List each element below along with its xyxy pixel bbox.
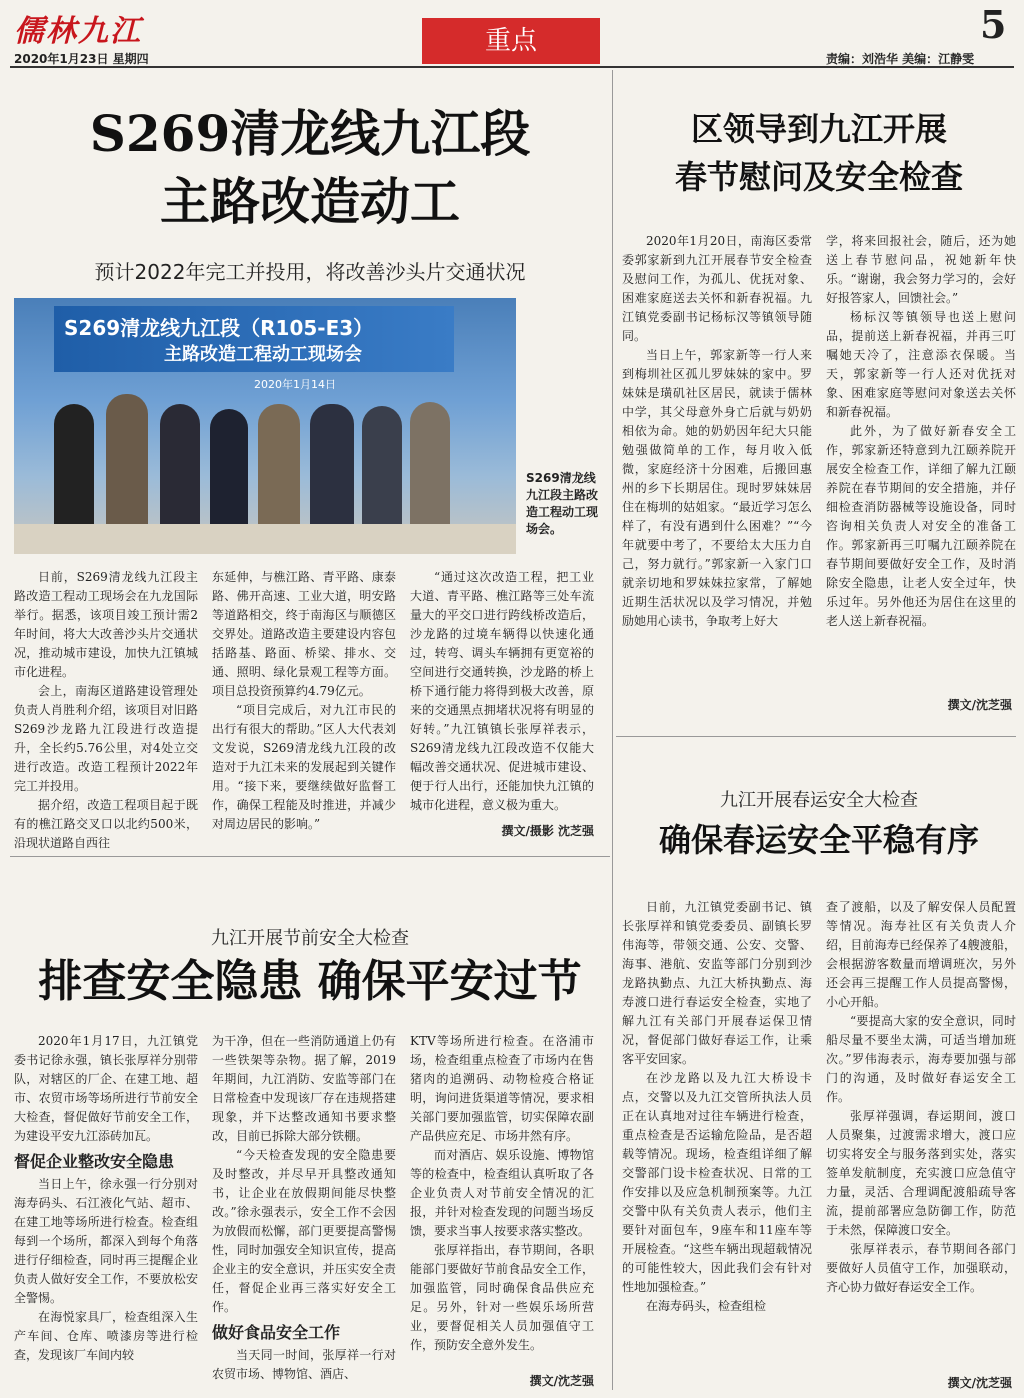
paragraph: 为干净，但在一些消防通道上仍有一些铁架等杂物。据了解，2019年期间，九江消防、安监等部门在日常检查中发现该厂存在违规搭建现象，并下达整改通知书要求整改，目前已拆除大部分铁棚。 [212, 1034, 396, 1143]
paragraph: 查了渡船，以及了解安保人员配置等情况。海寿社区有关负责人介绍，目前海寿已经保养了4艘渡船，会根据游客数量而增调班次，另外还会再三提醒工作人员提高警惕，小心开船。 [826, 900, 1016, 1009]
article3-column-2 [212, 1032, 396, 1394]
paragraph: 此外，为了做好新春安全工作，郭家新还特意到九江颐养院开展安全检查工作，详细了解九江颐养院在春节期间的安全措施，并仔细检查消防器械等设施设备，同时咨询相关负责人对安全的准备工作。郭家新再三叮嘱九江颐养院在春节期间要做好安全工作，及时消除安全隐患，让老人安全过年，快乐过年。另外他还为居住在这里的老人送上新春祝福。 [826, 424, 1016, 628]
photo-caption: S269清龙线九江段主路改造工程动工现场会。 [526, 471, 599, 536]
paragraph: 在沙龙路以及九江大桥设卡点，交警以及九江交管所执法人员正在认真地对过往车辆进行检查，重点检查是否运输危险品，是否超载等情况。现场，检查组详细了解交警部门设卡检查状况、日常的工作安排以及应急机制预案等。九江交警中队有关负责人表示，他们主要针对面包车，9座车和11座车等开展检查。“这些车辆出现超载情况的可能性较大，因此我们会有针对性地加强检查。” [622, 1071, 812, 1294]
article2-column-1 [622, 232, 812, 712]
article1-column-1 [14, 568, 198, 850]
page-number: 5 [980, 2, 1007, 47]
section-divider [616, 736, 1016, 737]
article3-column-1 [14, 1032, 198, 1394]
paragraph: 张厚祥强调，春运期间，渡口人员聚集，过渡需求增大，渡口应切实将安全与服务落到实处，落实签单发航制度，充实渡口应急值守力量，灵活、合理调配渡船疏导客流，提前部署应急防御工作，防范于未然，保障渡口安全。 [826, 1109, 1016, 1237]
article3-kicker: 九江开展节前安全大检查 [211, 928, 409, 949]
photo-caption-box [516, 298, 602, 554]
paragraph: 日前，S269清龙线九江段主路改造工程动工现场会在九龙国际举行。据悉，该项目竣工预计需2年时间，将大大改善沙头片交通状况，推动城市建设，加快九江镇城市化进程。 [14, 570, 198, 679]
paragraph: KTV等场所进行检查。在洛浦市场，检查组重点检查了市场内在售猪肉的追溯码、动物检疫合格证明，询问进货渠道等情况，要求相关部门要加强监管，切实保障农副产品供应充足、市场井然有序。 [410, 1034, 594, 1143]
subheading-food-safety: 做好食品安全工作 [212, 1323, 341, 1342]
editors-credit: 责编：刘浩华 美编：江静雯 [826, 52, 975, 66]
paragraph: 张厚祥指出，春节期间，各职能部门要做好节前食品安全工作，加强监管，同时确保食品供应充足。另外，针对一些娱乐场所营业，要督促相关人员加强值守工作，预防安全意外发生。 [410, 1243, 594, 1352]
paragraph: 日前，九江镇党委副书记、镇长张厚祥和镇党委委员、副镇长罗伟海等，带领交通、公安、交警、海事、港航、安监等部门分别到沙龙路执勤点、九江大桥执勤点、海寿渡口进行春运安全检查，实地了解九江有关部门开展春运保卫情况，督促部门做好春运工作，让乘客平安回家。 [622, 900, 812, 1066]
issue-date: 2020年1月23日 星期四 [14, 52, 149, 66]
photo-banner-line1: S269清龙线九江段（R105-E3） [64, 316, 374, 340]
article3-byline: 撰文/沈芝强 [529, 1374, 594, 1388]
ceremony-photo [14, 298, 516, 554]
photo-banner-line2: 主路改造工程动工现场会 [164, 344, 362, 365]
article2-title-line2: 春节慰问及安全检查 [674, 158, 963, 196]
photo-ground [14, 524, 516, 554]
section-tag: 重点 [422, 18, 600, 64]
paragraph: 而对酒店、娱乐设施、博物馆等的检查中，检查组认真听取了各企业负责人对节前安全情况的汇报，并针对检查发现的问题当场反馈，要求当事人按要求落实整改。 [410, 1148, 594, 1238]
paragraph: 张厚祥表示，春节期间各部门要做好人员值守工作，加强联动，齐心协力做好春运安全工作。 [826, 1242, 1016, 1294]
paragraph: 在海寿码头，检查组检 [646, 1299, 767, 1313]
paragraph: 会上，南海区道路建设管理处负责人肖胜利介绍，该项目对旧路S269沙龙路九江段进行改造提升，全长约5.76公里，对4处立交进行改造。改造工程预计2022年完工并投用。 [14, 684, 198, 793]
article3-title: 排查安全隐患 确保平安过节 [38, 956, 582, 1007]
photo-banner-date: 2020年1月14日 [254, 378, 336, 391]
article4-column-1 [622, 898, 812, 1394]
paragraph: “通过这次改造工程，把工业大道、青平路、樵江路等三处车流量大的平交口进行跨线桥改造后，沙龙路的过境车辆得以快速化通过，转弯、调头车辆拥有更宽裕的空间进行交通转换，沙龙路的桥上桥下通行能力将得到极大改善，原来的交通黑点拥堵状况将有明显的好转。”九江镇镇长张厚祥表示，S269清龙线九江段改造不仅能大幅改善交通状况、促进城市建设、便于行人出行，还能加快九江镇的城市化进程，意义极为重大。 [410, 570, 594, 812]
article1-column-3 [410, 568, 594, 818]
paragraph: 当日上午，郭家新等一行人来到梅圳社区孤儿罗妹妹的家中。罗妹妹是璜矶社区居民，就读于儒林中学，其父母意外身亡后就与奶奶相依为命。她的奶奶因年纪大只能勉强做简单的工作，每月收入低微，家庭经济十分困难，后搬回惠州的乡下长期居住。现时罗妹妹居住在梅圳的姑姐家。“最近学习怎么样了，有没有遇到什么困难？”“今年就要中考了，不要给太大压力自己，努力就行。”郭家新一入家门口就亲切地和罗妹妹拉家常，了解她近期生活状况以及学习情况，并勉励她用心读书，争取考上好大 [622, 348, 812, 628]
paragraph: 当日上午，徐永强一行分别对海寿码头、石江液化气站、超市、在建工地等场所进行检查。检查组每到一个场所，都深入到每个角落进行仔细检查，同时再三提醒企业负责人做好安全工作，不要放松安全警惕。 [14, 1177, 198, 1305]
article1-byline: 撰文/摄影 沈芝强 [501, 824, 594, 838]
paragraph: “今天检查发现的安全隐患要及时整改，并尽早开具整改通知书，让企业在放假期间能尽快整改。”徐永强表示，安全工作不会因为放假而松懈，部门更要提高警惕性，同时加强安全知识宣传，提高企业主的安全意识，并压实安全责任，督促企业再三落实好安全工作。 [212, 1148, 396, 1314]
paragraph: “项目完成后，对九江市民的出行有很大的帮助。”区人大代表刘文发说，S269清龙线九江段的改造对于九江未来的发展起到关键作用。“接下来，要继续做好监督工作，确保工程能及时推进，并减少对周边居民的影响。” [212, 703, 396, 831]
article4-byline: 撰文/沈芝强 [947, 1376, 1012, 1390]
paragraph: 东延伸，与樵江路、青平路、康泰路、佛开高速、工业大道，明安路等道路相交，终于南海区与顺德区交界处。道路改造主要建设内容包括路基、路面、桥梁、排水、交通、照明、绿化景观工程等方面。项目总投资预算约4.79亿元。 [212, 570, 396, 698]
paragraph: 在海悦家具厂，检查组深入生产车间、仓库、喷漆房等进行检查，发现该厂车间内较 [14, 1310, 198, 1362]
article4-title: 确保春运安全平稳有序 [658, 821, 979, 859]
article2-byline: 撰文/沈芝强 [947, 698, 1012, 712]
paragraph: 学，将来回报社会，随后，还为她送上春节慰问品，祝她新年快乐。“谢谢，我会努力学习的，会好好报答家人，回馈社会。” [826, 234, 1016, 305]
article1-title-line1: S269清龙线九江段 [89, 104, 531, 163]
subheading-enterprise-rectification: 督促企业整改安全隐患 [14, 1152, 175, 1171]
paragraph: “要提高大家的安全意识，同时船尽量不要坐太满，可适当增加班次。”罗伟海表示，海寿要加强与部门的沟通，及时做好春运安全工作。 [826, 1014, 1016, 1104]
paragraph: 当天同一时间，张厚祥一行对农贸市场、博物馆、酒店、 [212, 1348, 396, 1381]
paragraph: 2020年1月17日，九江镇党委书记徐永强，镇长张厚祥分别带队，对辖区的厂企、在建工地、超市、农贸市场等场所进行节前安全大检查，督促做好节前安全工作，为建设平安九江添砖加瓦。 [14, 1034, 198, 1143]
article3-column-3 [410, 1032, 594, 1368]
paragraph: 杨标汉等镇领导也送上慰问品，提前送上新春祝福，并再三叮嘱她天冷了，注意添衣保暖。当天，郭家新等一行人还对优抚对象、困难家庭等慰问对象送去关怀和新春祝福。 [826, 310, 1016, 419]
article1-column-2 [212, 568, 396, 831]
article1-subtitle: 预计2022年完工并投用，将改善沙头片交通状况 [94, 260, 526, 284]
paragraph: 据介绍，改造工程项目起于既有的樵江路交叉口以北约500米，沿现状道路自西往 [14, 798, 198, 850]
header-rule [10, 66, 1014, 68]
section-divider [10, 856, 610, 857]
article2-column-2 [826, 232, 1016, 696]
article4-column-2 [826, 898, 1016, 1368]
masthead-logo: 儒林九江 [14, 14, 142, 49]
article1-title-line2: 主路改造动工 [160, 172, 460, 231]
article4-kicker: 九江开展春运安全大检查 [720, 790, 918, 811]
column-divider [612, 70, 613, 1390]
article2-title-line1: 区领导到九江开展 [690, 110, 947, 148]
paragraph: 2020年1月20日，南海区委常委郭家新到九江开展春节安全检查及慰问工作，为孤儿、优抚对象、困难家庭送去关怀和新春祝福。九江镇党委副书记杨标汉等镇领导随同。 [622, 234, 812, 343]
